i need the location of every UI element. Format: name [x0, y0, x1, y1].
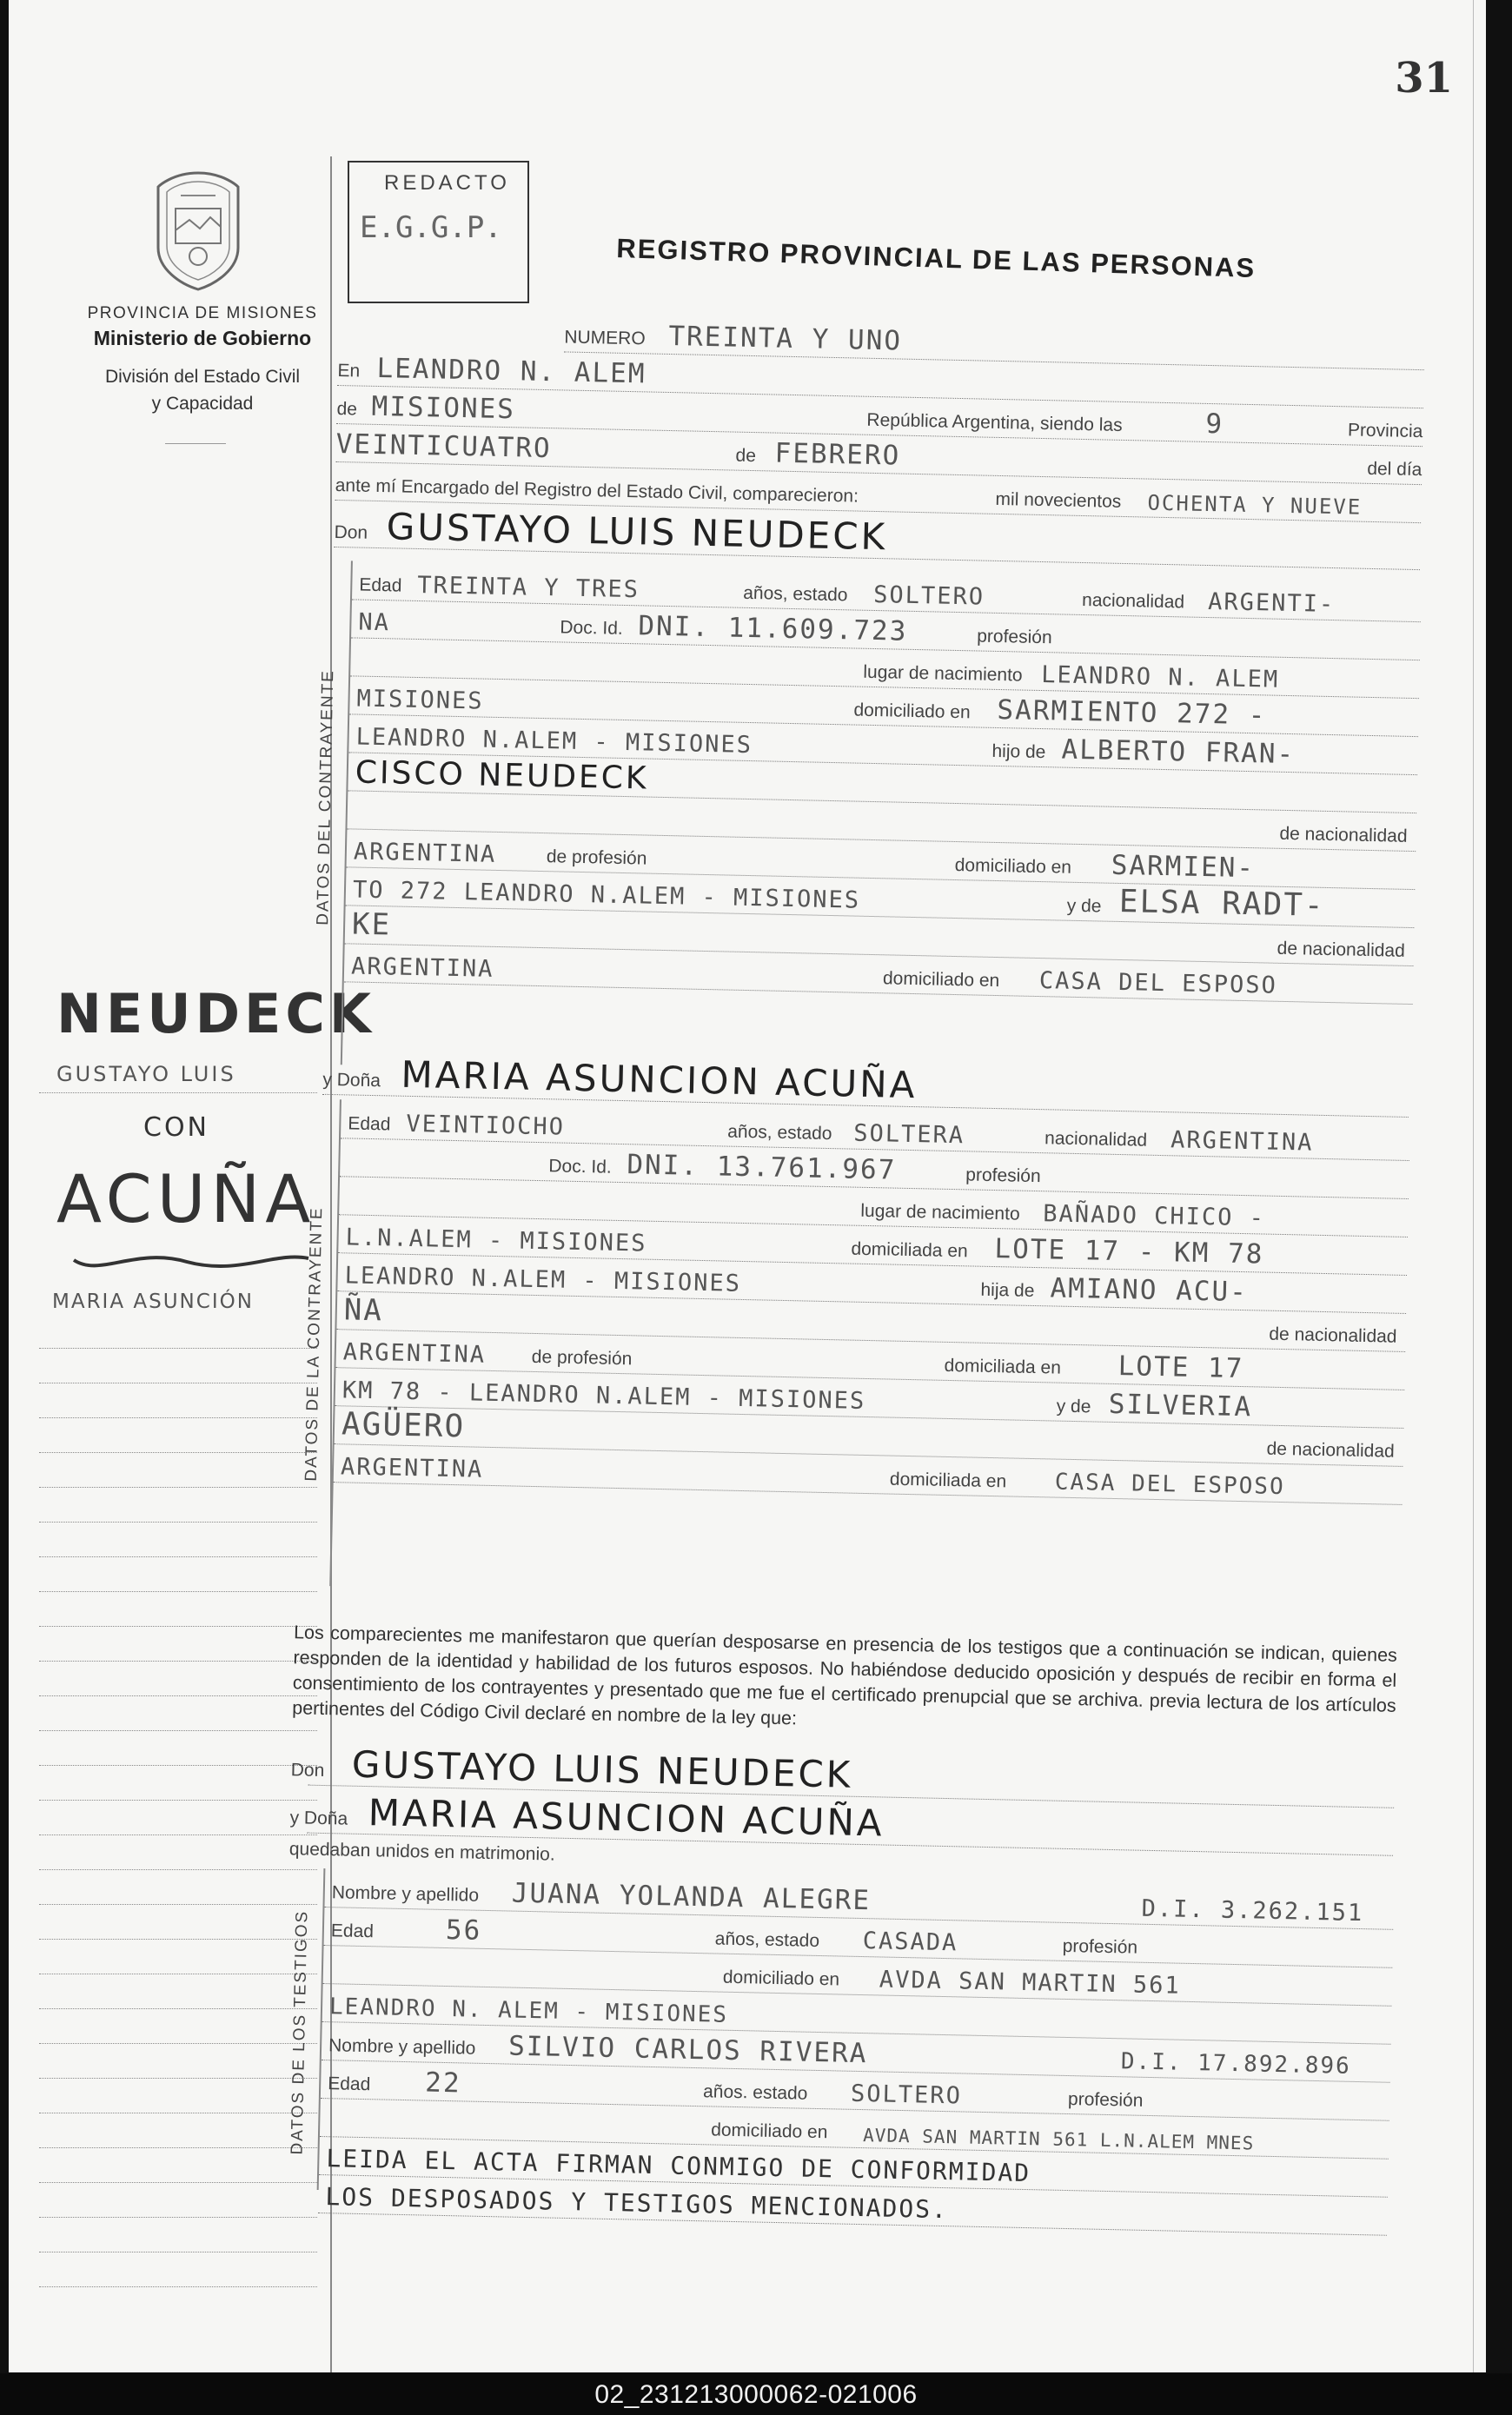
flourish-icon	[65, 1243, 317, 1277]
margin-surname-2: ACUÑA	[56, 1160, 316, 1237]
contrayente2-section	[302, 1099, 1409, 1609]
lugar-label: lugar de nacimiento	[863, 661, 1023, 686]
t1-nombre-value: JUANA YOLANDA ALEGRE	[511, 1877, 872, 1917]
profesion-label: profesión	[965, 1164, 1041, 1187]
domicilio-label: domiciliado en	[954, 854, 1072, 878]
domicilio-value: LEANDRO N.ALEM - MISIONES	[344, 1262, 742, 1297]
margin-line	[39, 1382, 317, 1383]
profesion-label: profesión	[977, 626, 1052, 648]
madre-dom-value: CASA DEL ESPOSO	[1038, 967, 1278, 999]
t2-nombre-value: SILVIO CARLOS RIVERA	[507, 2030, 868, 2070]
hora-value: 9	[1205, 408, 1224, 441]
nacionalidad-label: nacionalidad	[1044, 1128, 1148, 1151]
edad-value: TREINTA Y TRES	[417, 571, 640, 604]
edad-label: Edad	[359, 574, 402, 596]
right-edge-rule	[1473, 0, 1474, 2372]
numero-value: TREINTA Y UNO	[668, 320, 903, 357]
header-divider	[165, 443, 226, 444]
margin-name-2: MARIA ASUNCIÓN	[52, 1290, 254, 1313]
margin-line	[39, 1416, 317, 1418]
en-value: LEANDRO N. ALEM	[376, 352, 647, 390]
margin-line	[39, 2042, 317, 2044]
lugar-value: LEANDRO N. ALEM	[1041, 661, 1280, 693]
lugar-value: MISIONES	[356, 685, 484, 715]
domicilio-label: domiciliado en	[882, 968, 1000, 992]
padre-value: ALBERTO FRAN-	[1061, 733, 1296, 771]
margin-line	[39, 1625, 317, 1627]
don-label: Don	[290, 1760, 325, 1781]
t2-edad-value: 22	[424, 2067, 461, 2100]
margin-line	[39, 1868, 317, 1870]
closing-line-2: LOS DESPOSADOS Y TESTIGOS MENCIONADOS.	[325, 2182, 949, 2225]
padre-dom-value: KM 78 - LEANDRO N.ALEM - MISIONES	[342, 1377, 866, 1415]
domicilio-label: domiciliada en	[851, 1238, 968, 1262]
quedaban-text: quedaban unidos en matrimonio.	[288, 1839, 555, 1865]
t1-dom-value: LEANDRO N. ALEM - MISIONES	[328, 1994, 729, 2028]
register-page	[9, 0, 1486, 2372]
margin-line	[39, 2077, 317, 2079]
anio-label: mil novecientos	[995, 488, 1122, 512]
domicilio-label: domiciliado en	[853, 700, 971, 723]
margin-con: CON	[143, 1112, 210, 1143]
padre-dom-value: TO 272 LEANDRO N.ALEM - MISIONES	[352, 876, 861, 914]
doc-label: Doc. Id.	[560, 617, 623, 639]
nacionalidad-label: nacionalidad	[1081, 589, 1185, 613]
margin-line	[39, 1451, 317, 1453]
margin-line	[39, 2007, 317, 2009]
margin-line	[39, 2251, 317, 2252]
nacionalidad-value: NA	[358, 608, 391, 637]
domicilio-value: LEANDRO N.ALEM - MISIONES	[355, 723, 753, 760]
t2-dom-value: AVDA SAN MARTIN 561 L.N.ALEM MNES	[862, 2125, 1255, 2154]
lugar-label: lugar de nacimiento	[860, 1200, 1020, 1224]
de-label: de	[336, 398, 358, 420]
don-value: GUSTAYO LUIS NEUDECK	[386, 505, 888, 559]
contrayente-section	[314, 561, 1422, 1087]
header-division-line2: y Capacidad	[151, 394, 254, 414]
dona-value: MARIA ASUNCION ACUÑA	[368, 1791, 885, 1845]
margin-line	[39, 1556, 317, 1557]
profesion-label: profesión	[1067, 2089, 1144, 2111]
domicilio-value: LOTE 17 - KM 78	[994, 1233, 1264, 1271]
contrayente-section-label: DATOS DEL CONTRAYENTE	[314, 668, 338, 926]
padre-dom-value: SARMIEN-	[1111, 849, 1256, 885]
republica-label: República Argentina, siendo las	[866, 409, 1123, 435]
y-de-label: y de	[1056, 1396, 1091, 1417]
nacionalidad-value: ARGENTI-	[1207, 588, 1336, 619]
madre-value: KE	[351, 906, 392, 943]
page-number: 31	[1395, 54, 1453, 103]
don-value: GUSTAYO LUIS NEUDECK	[351, 1742, 853, 1796]
de-value: MISIONES	[371, 390, 516, 426]
margin-surname-1: NEUDECK	[56, 982, 375, 1045]
t1-dom-value: AVDA SAN MARTIN 561	[879, 1966, 1181, 2000]
edad-label: Edad	[348, 1113, 391, 1135]
domicilio-value: SARMIENTO 272 -	[997, 693, 1267, 732]
header-ministry: Ministerio de Gobierno	[93, 327, 312, 349]
don-label: Don	[334, 521, 368, 543]
margin-line	[39, 1973, 317, 1974]
de-prof-label: de profesión	[546, 846, 647, 869]
anio-value: OCHENTA Y NUEVE	[1147, 490, 1363, 520]
padre-value: ÑA	[343, 1292, 384, 1329]
margin-line	[39, 1521, 317, 1523]
dona-label: y Doña	[322, 1069, 381, 1091]
ante-label: ante mí Encargado del Registro del Estado Civil, comparecieron:	[335, 474, 859, 507]
header-division-line1: División del Estado Civil	[104, 367, 301, 387]
margin-line	[39, 2286, 317, 2287]
doc-value: DNI. 11.609.723	[638, 610, 908, 647]
padre-value: CISCO NEUDECK	[355, 754, 649, 797]
t1-edad-value: 56	[445, 1914, 482, 1947]
nacionalidad-value: ARGENTINA	[1170, 1126, 1314, 1157]
edad-label: Edad	[330, 1921, 375, 1942]
t1-estado-value: CASADA	[862, 1927, 958, 1957]
dona-value: MARIA ASUNCION ACUÑA	[401, 1052, 918, 1107]
margin-line	[39, 2181, 317, 2183]
edad-value: VEINTIOCHO	[406, 1110, 566, 1141]
madre-nac-value: ARGENTINA	[350, 952, 494, 983]
mes-label: de	[735, 445, 757, 467]
hija-label: hija de	[980, 1279, 1035, 1302]
redacto-value: E.G.G.P.	[360, 210, 502, 245]
anios-estado-label: años, estado	[714, 1928, 820, 1951]
margin-name-1: GUSTAYO LUIS	[56, 1062, 236, 1086]
margin-line	[39, 2146, 317, 2148]
edad-label: Edad	[327, 2073, 371, 2095]
margin-line	[39, 1091, 317, 1093]
dia-value: VEINTICUATRO	[335, 428, 553, 465]
provincial-seal-icon	[146, 169, 250, 291]
header-division	[59, 363, 346, 417]
padre-dom-value: LOTE 17	[1117, 1350, 1244, 1385]
margin-line	[39, 1834, 317, 1835]
closing-line-1: LEIDA EL ACTA FIRMAN CONMIGO DE CONFORMIDAD	[326, 2144, 1031, 2188]
nombre-label: Nombre y apellido	[331, 1882, 480, 1906]
margin-line	[39, 1729, 317, 1731]
t2-estado-value: SOLTERO	[850, 2080, 963, 2110]
madre-dom-value: CASA DEL ESPOSO	[1054, 1469, 1285, 1501]
de-nac-label: de nacionalidad	[1279, 823, 1408, 846]
domicilio-label: domiciliada en	[944, 1355, 1062, 1378]
profesion-label: profesión	[1062, 1935, 1138, 1958]
doc-value: DNI. 13.761.967	[627, 1149, 897, 1186]
header-province: PROVINCIA DE MISIONES	[87, 304, 318, 322]
madre-nac-value: ARGENTINA	[340, 1453, 484, 1483]
declaracion-text: Los comparecientes me manifestaron que querían desposarse en presencia de los testigos que a continuación se indican, quienes responden de la identidad y habilidad de los futuros esposos. No habiéndose deducido oposición y después de recibir en forma el consentimiento de los contrayentes y presentado que me fue el certificado prenupcial que se archiva. previa lectura de los artículos pertinentes del Código Civil declaré en nombre de la ley que:	[292, 1622, 1398, 1729]
margin-line	[39, 1903, 317, 1905]
padre-nac-value: ARGENTINA	[353, 838, 497, 868]
scan-code: 02_231213000062-021006	[594, 2380, 918, 2409]
margin-line	[39, 1347, 317, 1349]
lugar-value: BAÑADO CHICO -	[1043, 1200, 1266, 1232]
domicilio-label: domiciliado en	[722, 1967, 840, 1990]
padre-value: AMIANO ACU-	[1050, 1272, 1249, 1309]
margin-line	[39, 2216, 317, 2218]
margin-line	[39, 2112, 317, 2113]
margin-line	[39, 1799, 317, 1801]
del-dia-label: del día	[1367, 458, 1422, 481]
anios-estado-label: años, estado	[727, 1121, 832, 1144]
redacto-label: REDACTO	[384, 171, 510, 195]
t2-doc-value: D.I. 17.892.896	[1120, 2048, 1352, 2080]
estado-value: SOLTERO	[872, 581, 985, 611]
domicilio-label: domiciliado en	[710, 2120, 828, 2143]
de-nac-label: de nacionalidad	[1269, 1324, 1397, 1347]
nombre-label: Nombre y apellido	[328, 2035, 476, 2059]
en-label: En	[337, 360, 361, 381]
hijo-label: hijo de	[991, 740, 1046, 763]
de-nac-label: de nacionalidad	[1277, 938, 1406, 961]
madre-value: ELSA RADT-	[1118, 883, 1326, 924]
padre-nac-value: ARGENTINA	[342, 1338, 487, 1369]
mes-value: FEBRERO	[774, 437, 901, 472]
margin-line	[39, 1764, 317, 1766]
contrayente2-section-label: DATOS DE LA CONTRAYENTE	[302, 1206, 327, 1482]
redacto-box	[348, 161, 529, 303]
testigos-section-label: DATOS DE LOS TESTIGOS	[288, 1909, 312, 2155]
doc-label: Doc. Id.	[548, 1156, 612, 1178]
margin-line	[39, 1695, 317, 1696]
margin-line	[39, 1660, 317, 1662]
register-title: REGISTRO PROVINCIAL DE LAS PERSONAS	[615, 233, 1257, 284]
scan-footer	[0, 2373, 1512, 2415]
dona-label: y Doña	[289, 1808, 348, 1829]
anios-estado-label: años, estado	[743, 582, 848, 606]
provincia-label: Provincia	[1347, 420, 1423, 442]
numero-label: NUMERO	[564, 327, 646, 349]
lugar-value: L.N.ALEM - MISIONES	[345, 1224, 647, 1257]
madre-value: AGÜERO	[341, 1406, 466, 1445]
margin-line	[39, 1938, 317, 1940]
de-nac-label: de nacionalidad	[1266, 1438, 1395, 1462]
domicilio-label: domiciliada en	[889, 1469, 1007, 1492]
de-prof-label: de profesión	[531, 1346, 633, 1370]
testigos-section	[288, 1868, 1394, 2225]
margin-line	[39, 1590, 317, 1592]
madre-value: SILVERIA	[1108, 1388, 1253, 1423]
estado-value: SOLTERA	[852, 1119, 965, 1150]
margin-line	[39, 1486, 317, 1488]
y-de-label: y de	[1066, 895, 1102, 917]
act-form	[288, 309, 1425, 2243]
anios-estado-label: años. estado	[702, 2081, 808, 2104]
t1-doc-value: D.I. 3.262.151	[1141, 1894, 1364, 1927]
